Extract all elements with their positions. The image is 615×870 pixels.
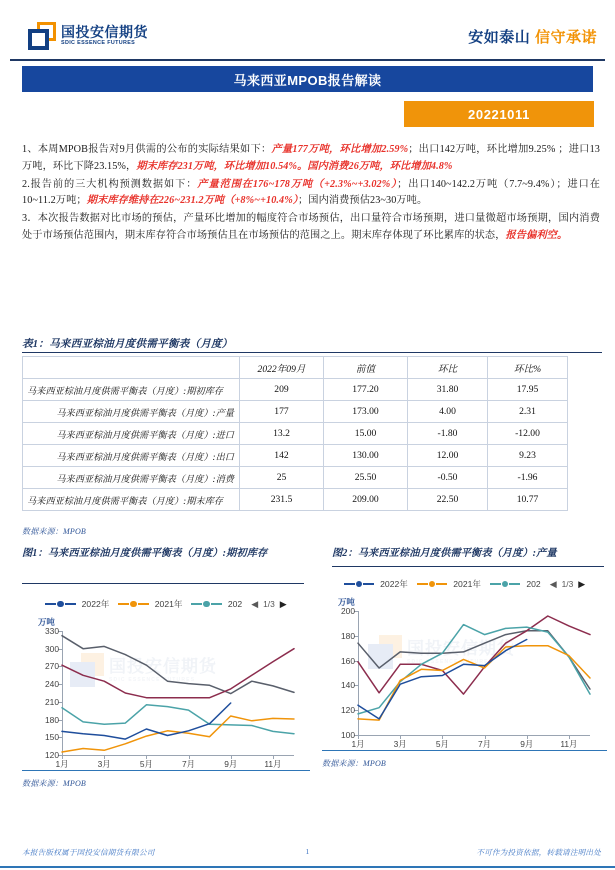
legend-item[interactable] <box>490 579 541 589</box>
table-1-source: 数据来源：MPOB <box>22 527 87 536</box>
x-axis-tick-label: 3月 <box>97 759 111 769</box>
legend-marker-icon <box>130 601 136 607</box>
table-cell: 25.50 <box>324 467 408 489</box>
table-cell: -12.00 <box>488 423 568 445</box>
prev-page-icon[interactable]: ◀ <box>549 578 557 589</box>
table-cell: 31.80 <box>408 379 488 401</box>
figure-1-chart <box>22 598 310 788</box>
report-date: 20221011 <box>468 106 530 122</box>
table-cell: 10.77 <box>488 489 568 511</box>
y-axis-tick-label: 210 <box>45 696 59 707</box>
legend-label: 202 <box>227 599 243 609</box>
body-text-run: ；出口140~142.2万吨（7.7~9.4%）；进口在10~11.2万吨； <box>22 178 600 207</box>
figure-2-bottom-rule <box>322 750 607 751</box>
x-axis-tick-label: 9月 <box>520 739 534 749</box>
legend-page-indicator: 1/3 <box>263 599 275 609</box>
data-series-line <box>62 649 294 698</box>
legend-label: 2022年 <box>380 579 408 589</box>
highlighted-text: 期末库存维持在226~231.2万吨（+8%~+10.4%） <box>86 195 298 207</box>
table-row-label: 马来西亚棕油月度供需平衡表（月度）:消费 <box>23 467 240 489</box>
table-row <box>23 401 568 423</box>
table-cell: 231.5 <box>240 489 324 511</box>
prev-page-icon[interactable]: ◀ <box>251 598 259 609</box>
watermark-text-en: SDIC ESSENCE FUTURES <box>109 676 196 683</box>
table-cell: -1.96 <box>488 467 568 489</box>
y-axis-tick-label: 330 <box>45 626 59 636</box>
logo-mark-icon <box>28 22 56 50</box>
table-header-row <box>23 357 568 379</box>
footer-page-number: 1 <box>305 847 310 856</box>
page-title: 马来西亚MPOB报告解读 <box>233 72 382 88</box>
table-1-rule <box>22 352 602 353</box>
legend-label: 2021年 <box>154 599 183 609</box>
legend-marker-icon <box>502 581 508 587</box>
body-paragraph <box>22 142 600 176</box>
highlighted-text: 产量177万吨，环比增加2.59% <box>271 144 409 155</box>
body-text-run: 3．本次报告数据对比市场的预估，产量环比增加的幅度符合市场预估，出口量符合市场预期，进口量微超市场预期，国内消费处于市场预估范围内，期末库存符合市场预估且在市场预估的范围之上。期末库存体现了环比累库的状态， <box>22 213 600 241</box>
table-column-header: 环比 <box>408 357 488 379</box>
legend-marker-icon <box>429 581 435 587</box>
legend-marker-icon <box>203 601 209 607</box>
x-axis-tick-label: 9月 <box>224 759 238 769</box>
legend-line <box>45 603 56 605</box>
body-text-run: 1、本周MPOB报告对9月供需的公布的实际结果如下： <box>22 144 272 155</box>
legend-line <box>211 603 222 605</box>
next-page-icon[interactable]: ▶ <box>578 578 586 589</box>
table-cell: 13.2 <box>240 423 324 445</box>
tagline-secondary: 信守承诺 <box>534 29 597 46</box>
table-cell: 17.95 <box>488 379 568 401</box>
x-axis-tick-label: 1月 <box>351 739 365 749</box>
legend-line <box>344 583 355 585</box>
data-series-line <box>358 625 590 714</box>
legend-line <box>118 603 129 605</box>
y-axis-tick-label: 160 <box>341 655 355 666</box>
logo-name-en: SDIC ESSENCE FUTURES <box>61 40 136 47</box>
x-axis-tick-label: 11月 <box>264 759 282 769</box>
figure-2-source: 数据来源：MPOB <box>322 759 387 768</box>
table-cell: 2.31 <box>488 401 568 423</box>
legend-label: 202 <box>526 579 541 589</box>
legend-line <box>65 603 76 605</box>
figure-2-heading: 图2：马来西亚棕油月度供需平衡表（月度）:产量 <box>332 548 557 559</box>
table-cell: -0.50 <box>408 467 488 489</box>
body-text-run: 2.报告前的三大机构预测数据如下： <box>22 178 198 190</box>
table-row <box>23 379 568 401</box>
figure-2-y-unit: 万吨 <box>338 597 355 607</box>
legend-pager[interactable] <box>550 579 586 590</box>
table-row <box>23 445 568 467</box>
page-header <box>0 0 615 62</box>
table-cell: 4.00 <box>408 401 488 423</box>
legend-line <box>436 583 447 585</box>
table-1-title: 表1：马来西亚棕油月度供需平衡表（月度） <box>22 339 233 350</box>
report-title-bar <box>22 66 593 92</box>
table-row-label: 马来西亚棕油月度供需平衡表（月度）:出口 <box>23 445 240 467</box>
watermark-text-en: SDIC ESSENCE FUTURES <box>407 658 494 665</box>
table-cell: 25 <box>240 467 324 489</box>
legend-item[interactable] <box>191 599 242 609</box>
company-logo <box>28 22 148 50</box>
figure-1-source: 数据来源：MPOB <box>22 779 87 788</box>
table-row-label: 马来西亚棕油月度供需平衡表（月度）:产量 <box>23 401 240 423</box>
figure-2-legend <box>322 578 607 590</box>
table-cell: 130.00 <box>324 445 408 467</box>
legend-line <box>363 583 374 585</box>
table-cell: 22.50 <box>408 489 488 511</box>
table-cell: 209.00 <box>324 489 408 511</box>
table-cell: 142 <box>240 445 324 467</box>
table-cell: 209 <box>240 379 324 401</box>
y-axis-tick-label: 200 <box>341 606 355 616</box>
legend-item[interactable] <box>45 598 109 610</box>
legend-line <box>191 603 202 605</box>
table-column-header: 前值 <box>324 357 408 379</box>
table-column-header <box>23 357 240 379</box>
table-row <box>23 489 568 511</box>
report-body <box>22 142 600 246</box>
y-axis-tick-label: 140 <box>341 680 355 691</box>
tagline-primary: 安如泰山 <box>468 29 531 46</box>
series-canvas <box>358 611 590 736</box>
legend-label: 2021年 <box>453 579 481 589</box>
series-canvas <box>62 631 294 756</box>
figure-1-y-unit: 万吨 <box>38 617 55 627</box>
y-axis-tick-label: 120 <box>341 705 355 716</box>
x-axis-tick-label: 5月 <box>435 739 449 749</box>
x-axis-tick-label: 7月 <box>182 759 196 769</box>
y-axis-tick-label: 120 <box>45 750 59 760</box>
legend-item[interactable] <box>118 598 182 610</box>
y-axis-tick-label: 300 <box>45 643 59 654</box>
legend-line <box>417 583 428 585</box>
y-axis-tick-label: 240 <box>45 679 59 690</box>
highlighted-text: 报告偏利空。 <box>505 229 568 241</box>
table-row-label: 马来西亚棕油月度供需平衡表（月度）:进口 <box>23 423 240 445</box>
footer-divider <box>0 866 615 868</box>
table-cell: 12.00 <box>408 445 488 467</box>
legend-line <box>138 603 149 605</box>
table-cell: 9.23 <box>488 445 568 467</box>
y-axis-tick-label: 180 <box>341 630 355 641</box>
table-cell: -1.80 <box>408 423 488 445</box>
legend-page-indicator: 1/3 <box>561 579 574 589</box>
balance-table <box>22 356 568 511</box>
x-axis-tick-label: 3月 <box>393 739 407 749</box>
header-tagline <box>468 26 597 47</box>
footer-copyright: 本报告版权属于国投安信期货有限公司 <box>22 848 155 857</box>
highlighted-text: 期末库存231万吨，环比增加10.54%。国内消费26万吨，环比增加4.8% <box>136 160 453 172</box>
table-cell: 15.00 <box>324 423 408 445</box>
legend-item[interactable] <box>417 578 481 590</box>
body-paragraph <box>22 177 600 211</box>
data-series-line <box>62 716 294 752</box>
next-page-icon[interactable]: ▶ <box>279 598 287 609</box>
legend-label: 2022年 <box>81 599 110 609</box>
table-row <box>23 423 568 445</box>
body-text-run: ；出口142万吨，环比增加9.25% ；进口13万吨，环比下降23.15%， <box>22 144 601 172</box>
figure-1-plot-area <box>45 626 294 769</box>
table-column-header: 2022年09月 <box>240 357 324 379</box>
body-paragraph <box>22 211 600 245</box>
legend-pager[interactable] <box>251 599 287 610</box>
figure-2-heading-rule <box>332 566 604 567</box>
table-cell: 177.20 <box>324 379 408 401</box>
report-date-badge <box>404 101 594 127</box>
figure-1-legend <box>22 598 310 610</box>
table-row-label: 马来西亚棕油月度供需平衡表（月度）:期初库存 <box>23 379 240 401</box>
data-series-line <box>358 616 590 694</box>
y-axis-tick-label: 100 <box>341 730 355 740</box>
legend-marker-icon <box>356 581 362 587</box>
logo-name-cn: 国投安信期货 <box>61 24 148 41</box>
table-cell: 173.00 <box>324 401 408 423</box>
body-text-run: ；国内消费预估23~30万吨。 <box>298 195 428 207</box>
y-axis-tick-label: 270 <box>45 661 59 672</box>
x-axis-tick-label: 5月 <box>139 759 153 769</box>
footer-disclaimer: 不可作为投资依据，转载请注明出处 <box>476 848 601 857</box>
figure-1-bottom-rule <box>22 770 310 771</box>
header-divider <box>10 59 605 61</box>
watermark-text-cn: 国投安信期货 <box>109 656 217 676</box>
table-column-header: 环比% <box>488 357 568 379</box>
highlighted-text: 产量范围在176~178万吨（+2.3%~+3.02%） <box>197 178 398 190</box>
figure-1-heading: 图1：马来西亚棕油月度供需平衡表（月度）:期初库存 <box>22 548 268 559</box>
legend-line <box>509 583 520 585</box>
y-axis-tick-label: 150 <box>45 732 59 743</box>
legend-line <box>490 583 501 585</box>
table-row <box>23 467 568 489</box>
legend-marker-icon <box>57 601 63 607</box>
watermark-text-cn: 国投安信期货 <box>407 638 515 658</box>
x-axis-tick-label: 1月 <box>55 759 69 769</box>
x-axis-tick-label: 7月 <box>478 739 492 749</box>
figure-1-heading-rule <box>22 583 304 584</box>
y-axis-tick-label: 180 <box>45 714 59 725</box>
table-cell: 177 <box>240 401 324 423</box>
table-row-label: 马来西亚棕油月度供需平衡表（月度）:期末库存 <box>23 489 240 511</box>
data-series-line <box>62 636 294 694</box>
legend-item[interactable] <box>344 578 408 590</box>
figure-2-chart <box>322 578 607 768</box>
figure-2-plot-area <box>341 606 590 749</box>
x-axis-tick-label: 11月 <box>560 739 578 749</box>
